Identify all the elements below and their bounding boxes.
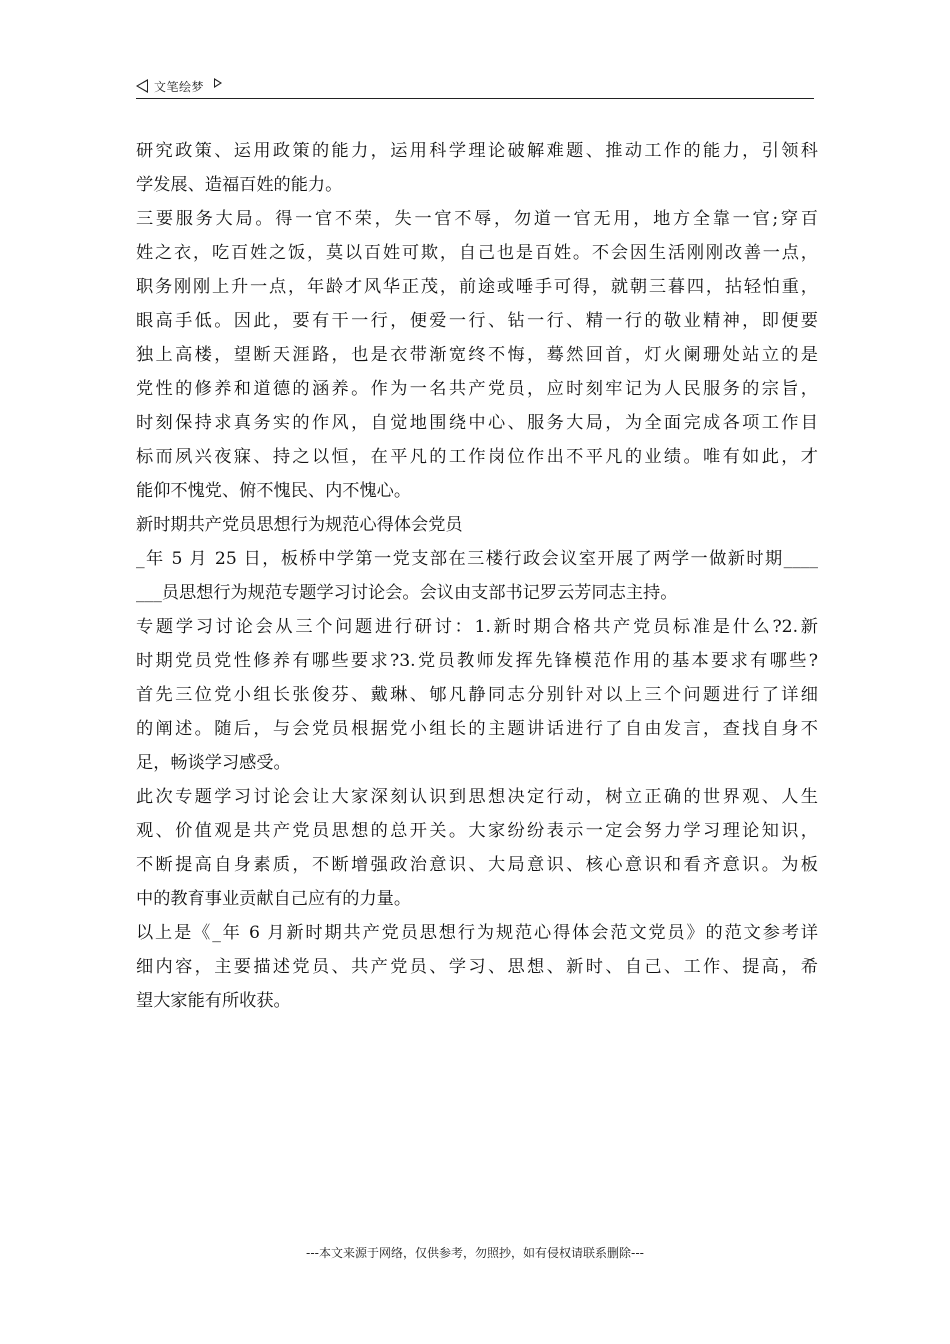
text-line: 党性的修养和道德的涵养。作为一名共产党员，应时刻牢记为人民服务的宗旨， — [136, 379, 818, 399]
text-line: ___员思想行为规范专题学习讨论会。会议由支部书记罗云芳同志主持。 — [136, 583, 678, 603]
footer-notice: ---本文来源于网络，仅供参考，勿照抄，如有侵权请联系删除--- — [306, 1246, 644, 1260]
header-brand: 文笔绘梦 — [154, 79, 205, 94]
text-line: 姓之衣，吃百姓之饭，莫以百姓可欺，自己也是百姓。不会因生活刚刚改善一点， — [136, 243, 818, 263]
text-line: _年 5 月 25 日，板桥中学第一党支部在三楼行政会议室开展了两学一做新时期____ — [136, 549, 818, 569]
triangle-right-icon — [214, 78, 222, 88]
text-line: 首先三位党小组长张俊芬、戴琳、郇凡静同志分别针对以上三个问题进行了详细 — [136, 685, 818, 705]
text-line: 独上高楼，望断天涯路，也是衣带渐宽终不悔，蓦然回首，灯火阑珊处站立的是 — [136, 345, 818, 365]
text-line: 望大家能有所收获。 — [136, 991, 291, 1011]
text-line: 能仰不愧党、俯不愧民、内不愧心。 — [136, 481, 412, 501]
text-line: 足，畅谈学习感受。 — [136, 753, 291, 773]
text-line: 眼高手低。因此，要有干一行，便爱一行、钻一行、精一行的敬业精神，即便要 — [136, 311, 818, 331]
text-line: 标而夙兴夜寐、持之以恒，在平凡的工作岗位作出不平凡的业绩。唯有如此，才 — [136, 447, 818, 467]
text-line: 新时期共产党员思想行为规范心得体会党员 — [136, 515, 463, 535]
text-line: 专题学习讨论会从三个问题进行研讨：1.新时期合格共产党员标准是什么?2.新 — [136, 617, 818, 637]
text-line: 以上是《_年 6 月新时期共产党员思想行为规范心得体会范文党员》的范文参考详 — [136, 923, 818, 943]
text-line: 的阐述。随后，与会党员根据党小组长的主题讲话进行了自由发言，查找自身不 — [136, 719, 818, 739]
text-line: 此次专题学习讨论会让大家深刻认识到思想决定行动，树立正确的世界观、人生 — [136, 787, 818, 807]
text-line: 不断提高自身素质，不断增强政治意识、大局意识、核心意识和看齐意识。为板 — [136, 855, 818, 875]
text-line: 观、价值观是共产党员思想的总开关。大家纷纷表示一定会努力学习理论知识， — [136, 821, 818, 841]
page-header — [136, 74, 814, 99]
text-line: 研究政策、运用政策的能力，运用科学理论破解难题、推动工作的能力，引领科 — [136, 141, 818, 161]
text-line: 时期党员党性修养有哪些要求?3.党员教师发挥先锋模范作用的基本要求有哪些? — [136, 651, 818, 671]
text-line: 三要服务大局。得一官不荣，失一官不辱，勿道一官无用，地方全靠一官;穿百 — [136, 209, 818, 229]
text-line: 学发展、造福百姓的能力。 — [136, 175, 343, 195]
triangle-left-icon — [136, 79, 148, 93]
text-line: 职务刚刚上升一点，年龄才风华正茂，前途或唾手可得，就朝三暮四，拈轻怕重， — [136, 277, 818, 297]
document-body — [136, 134, 818, 1018]
text-line: 中的教育事业贡献自己应有的力量。 — [136, 889, 412, 909]
text-line: 时刻保持求真务实的作风，自觉地围绕中心、服务大局，为全面完成各项工作目 — [136, 413, 818, 433]
text-line: 细内容，主要描述党员、共产党员、学习、思想、新时、自己、工作、提高，希 — [136, 957, 818, 977]
